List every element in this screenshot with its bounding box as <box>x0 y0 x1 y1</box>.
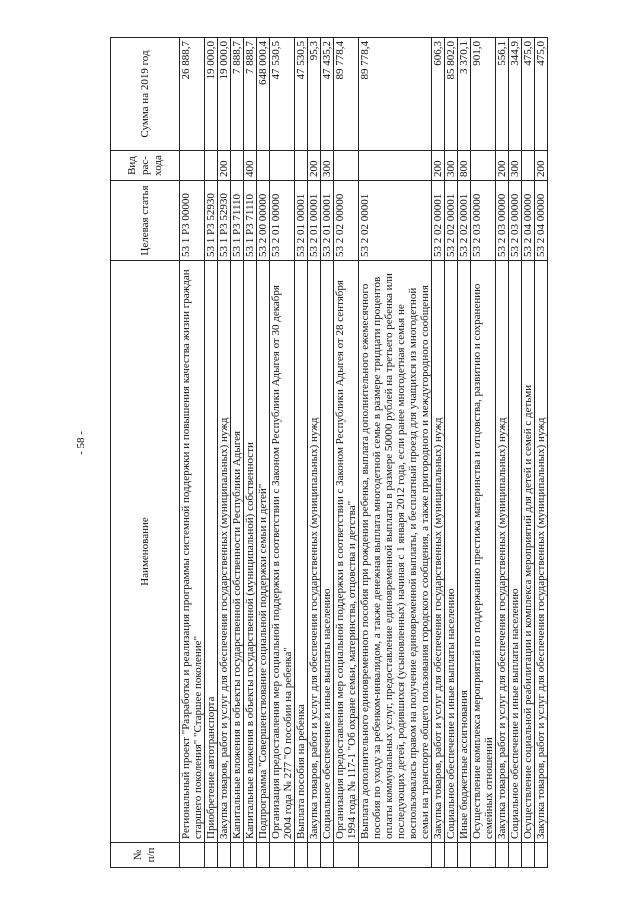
cell-target: 53 1 P3 71110 <box>231 181 244 261</box>
cell-sum: 89 778,4 <box>334 38 359 151</box>
cell-type <box>257 151 270 181</box>
cell-target: 53 2 00 00000 <box>257 181 270 261</box>
cell-type: 200 <box>535 151 548 181</box>
budget-table-sheet <box>110 38 598 868</box>
cell-target: 53 1 P3 52930 <box>218 181 231 261</box>
cell-type: 200 <box>496 151 509 181</box>
cell-num <box>257 843 270 868</box>
cell-type: 300 <box>445 151 458 181</box>
cell-name: Закупка товаров, работ и услуг для обеспечения государственных (муниципальных) нужд <box>432 261 445 843</box>
cell-name: Социальное обеспечение и иные выплаты населению <box>509 261 522 843</box>
table-row <box>496 38 509 868</box>
table-row <box>180 38 205 868</box>
cell-sum: 19 000,0 <box>218 38 231 151</box>
cell-num <box>359 843 432 868</box>
cell-target: 53 1 P3 71110 <box>244 181 257 261</box>
cell-target: 53 2 01 00001 <box>295 181 308 261</box>
cell-sum: 606,3 <box>432 38 445 151</box>
table-row <box>445 38 458 868</box>
cell-sum: 47 530,5 <box>295 38 308 151</box>
cell-type: 200 <box>432 151 445 181</box>
cell-num <box>445 843 458 868</box>
cell-type <box>270 151 295 181</box>
cell-name: Закупка товаров, работ и услуг для обеспечения государственных (муниципальных) нужд <box>496 261 509 843</box>
cell-name: Капитальные вложения в объекты государственной собственности Республики Адыгея <box>231 261 244 843</box>
cell-sum: 26 888,7 <box>180 38 205 151</box>
header-num: № п/п <box>111 843 180 868</box>
cell-name: Капитальные вложения в объекты государственной (муниципальной) собственности <box>244 261 257 843</box>
table-row <box>218 38 231 868</box>
cell-num <box>231 843 244 868</box>
table-row <box>257 38 270 868</box>
cell-type: 200 <box>218 151 231 181</box>
cell-sum: 85 802,0 <box>445 38 458 151</box>
cell-name: Осуществление социальной реабилитации и комплекса мероприятий для детей и семей с детьми <box>522 261 535 843</box>
cell-sum: 3 370,1 <box>458 38 471 151</box>
cell-num <box>334 843 359 868</box>
cell-target: 53 2 03 00000 <box>471 181 496 261</box>
cell-name: Закупка товаров, работ и услуг для обеспечения государственных (муниципальных) нужд <box>535 261 548 843</box>
cell-name: Выплата пособия на ребенка <box>295 261 308 843</box>
cell-target: 53 2 03 00000 <box>496 181 509 261</box>
cell-target: 53 2 01 00000 <box>270 181 295 261</box>
cell-target: 53 2 04 00000 <box>522 181 535 261</box>
cell-name: Осуществление комплекса мероприятий по поддержанию престижа материнства и отцовства, развитию и сохранению семейных отношений <box>471 261 496 843</box>
table-row <box>522 38 535 868</box>
cell-target: 53 2 01 00001 <box>321 181 334 261</box>
cell-sum: 901,0 <box>471 38 496 151</box>
cell-num <box>295 843 308 868</box>
cell-type: 300 <box>509 151 522 181</box>
cell-num <box>458 843 471 868</box>
cell-target: 53 2 02 00001 <box>359 181 432 261</box>
cell-target: 53 2 01 00001 <box>308 181 321 261</box>
cell-type <box>180 151 205 181</box>
cell-num <box>471 843 496 868</box>
cell-sum: 7 888,7 <box>231 38 244 151</box>
table-row <box>359 38 432 868</box>
cell-sum: 89 778,4 <box>359 38 432 151</box>
cell-type <box>471 151 496 181</box>
header-sum: Сумма на 2019 год <box>111 38 180 151</box>
table-row <box>432 38 445 868</box>
cell-name: Региональный проект "Разработка и реализация программы системной поддержки и повышения качества жизни граждан старшего поколения" "Старшее поколение" <box>180 261 205 843</box>
cell-sum: 47 435,2 <box>321 38 334 151</box>
cell-type <box>334 151 359 181</box>
table-row <box>308 38 321 868</box>
table-row <box>231 38 244 868</box>
cell-target: 53 2 02 00001 <box>432 181 445 261</box>
cell-name: Выплата дополнительного единовременного пособия при рождении ребенка, выплата дополнительного ежемесячного пособия по уходу за ребенком-инвалидом, а также денежная выплата многодетной семье в размере тридцати процентов оплаты коммунальных услуг, предоставление единовременной выплаты в размере 50000 рублей на третьего ребенка или последующих детей, родившихся (усыновленных) начиная с 1 января 2012 года, если ранее многодетная семья не воспользовалась правом на получение единовременной выплаты, и бесплатный проезд для учащихся из многодетной семьи на транспорте общего пользования городского сообщения, а также пригородного и междугородного сообщения <box>359 261 432 843</box>
table-row <box>509 38 522 868</box>
cell-name: Организация предоставления мер социальной поддержки в соответствии с Законом Республики Адыгея от 30 декабря 2004 года № 277 "О пособии на ребенка" <box>270 261 295 843</box>
cell-num <box>321 843 334 868</box>
cell-type: 800 <box>458 151 471 181</box>
header-type: Вид рас-хода <box>111 151 180 181</box>
page-number: - 58 - <box>75 431 87 455</box>
cell-name: Закупка товаров, работ и услуг для обеспечения государственных (муниципальных) нужд <box>308 261 321 843</box>
table-row <box>458 38 471 868</box>
cell-target: 53 1 P3 00000 <box>180 181 205 261</box>
cell-name: Закупка товаров, работ и услуг для обеспечения государственных (муниципальных) нужд <box>218 261 231 843</box>
cell-num <box>218 843 231 868</box>
table-row <box>205 38 218 868</box>
cell-type: 400 <box>244 151 257 181</box>
cell-num <box>308 843 321 868</box>
cell-num <box>270 843 295 868</box>
cell-sum: 47 530,5 <box>270 38 295 151</box>
cell-type <box>522 151 535 181</box>
cell-target: 53 2 02 00000 <box>334 181 359 261</box>
cell-sum: 19 000,0 <box>205 38 218 151</box>
header-name: Наименование <box>111 261 180 843</box>
cell-target: 53 1 P3 52930 <box>205 181 218 261</box>
cell-sum: 95,3 <box>308 38 321 151</box>
table-row <box>295 38 308 868</box>
table-row <box>244 38 257 868</box>
cell-type: 300 <box>321 151 334 181</box>
cell-type <box>295 151 308 181</box>
cell-sum: 556,1 <box>496 38 509 151</box>
cell-target: 53 2 02 00001 <box>445 181 458 261</box>
table-row <box>471 38 496 868</box>
cell-num <box>496 843 509 868</box>
cell-num <box>509 843 522 868</box>
cell-name: Организация предоставления мер социальной поддержки в соответствии с Законом Республики Адыгея от 28 сентября 1994 года № 117-1 "Об охране семьи, материнства, отцовства и детства" <box>334 261 359 843</box>
table-header-row <box>111 38 180 868</box>
cell-sum: 344,9 <box>509 38 522 151</box>
table-row <box>334 38 359 868</box>
table-row <box>535 38 548 868</box>
header-target: Целевая статья <box>111 181 180 261</box>
cell-target: 53 2 02 00001 <box>458 181 471 261</box>
cell-name: Подпрограмма "Совершенствование социальной поддержки семьи и детей" <box>257 261 270 843</box>
cell-target: 53 2 03 00000 <box>509 181 522 261</box>
cell-type <box>231 151 244 181</box>
cell-name: Социальное обеспечение и иные выплаты населению <box>321 261 334 843</box>
cell-name: Социальное обеспечение и иные выплаты населению <box>445 261 458 843</box>
cell-sum: 475,0 <box>522 38 535 151</box>
cell-type <box>359 151 432 181</box>
cell-name: Приобретение автотранспорта <box>205 261 218 843</box>
budget-table <box>110 37 548 868</box>
cell-num <box>432 843 445 868</box>
cell-num <box>180 843 205 868</box>
cell-type <box>205 151 218 181</box>
cell-type: 200 <box>308 151 321 181</box>
table-row <box>270 38 295 868</box>
cell-name: Иные бюджетные ассигнования <box>458 261 471 843</box>
cell-target: 53 2 04 00000 <box>535 181 548 261</box>
cell-sum: 475,0 <box>535 38 548 151</box>
cell-num <box>244 843 257 868</box>
cell-num <box>535 843 548 868</box>
cell-sum: 648 000,4 <box>257 38 270 151</box>
table-row <box>321 38 334 868</box>
cell-sum: 7 888,7 <box>244 38 257 151</box>
cell-num <box>205 843 218 868</box>
cell-num <box>522 843 535 868</box>
